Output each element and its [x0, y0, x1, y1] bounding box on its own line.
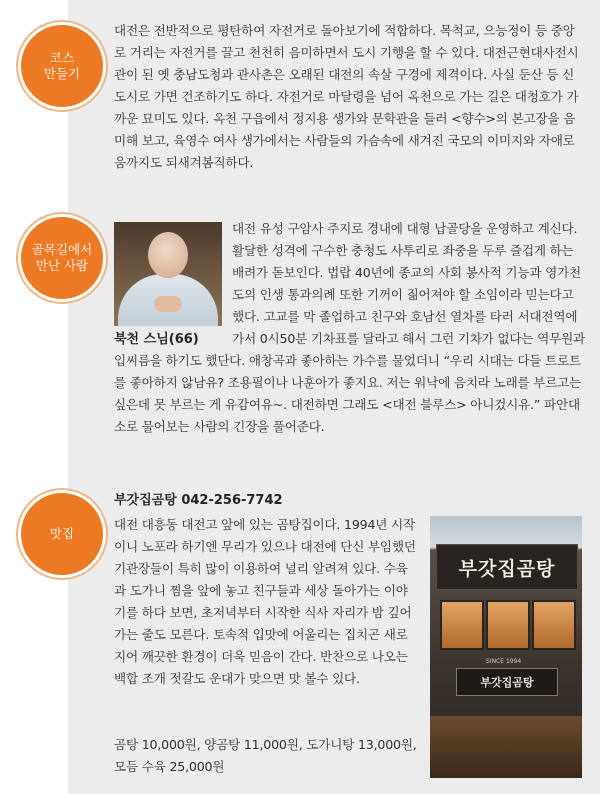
restaurant-title: 부갓집곰탕 042-256-7742 [114, 493, 283, 508]
restaurant-sign-top: 부갓집곰탕 [436, 544, 578, 590]
window-left [440, 600, 484, 650]
storefront-base [430, 716, 582, 778]
photo-spacer [114, 218, 232, 350]
restaurant-prices: 곰탕 10,000원, 양곰탕 11,000원, 도가니탕 13,000원, 모듬 수육 25,000원 [114, 737, 417, 774]
course-badge: 코스 만들기 [18, 22, 106, 110]
person-text [114, 218, 586, 438]
course-text: 대전은 전반적으로 평탄하여 자전거로 돌아보기에 적합하다. 목척교, 으능정이 등 중앙로 거리는 자전거를 끌고 천천히 음미하면서 도시 기행을 할 수 있다. 대전근현대사전시관이 된 옛 충남도청과 관사촌은 오래된 대전의 속살 구경에 제격이다. 사실 둔산 등 신도시로 가면 건조하기도 하다. 자전거로 마달령을 넘어 옥천으로 가는 길은 대청호가 가까운 묘미도 있다. 옥천 구읍에서 정지용 생가와 문학관을 들러 <향수>의 본고장을 음미해 보고, 육영수 여사 생가에서는 사람들의 가슴속에 새겨진 국모의 이미지와 자애로움까지도 되새겨봄직하다. [114, 23, 579, 170]
person-badge: 골목길에서 만난 사람 [18, 214, 106, 302]
restaurant-text: 대전 대흥동 대전고 앞에 있는 곰탕집이다. 1994년 시작이니 노포라 하기엔 무리가 있으나 대전에 단신 부임했던 기관장들이 특히 많이 이용하여 널리 알려져 있다. 수육과 도가니 찜을 앞에 놓고 친구들과 세상 돌아가는 이야기를 하다 보면, 초저녁부터 시작한 식사 자리가 밤 깊어 가는 줄도 모른다. 토속적 입맛에 어울리는 집치곤 새로 지어 깨끗한 환경이 더욱 믿음이 간다. 반찬으로 나오는 백합 조개 젓갈도 운대가 맞으면 맛 볼수 있다. [114, 517, 416, 686]
restaurant-sign-mid: 부갓집곰탕 [456, 668, 558, 696]
person-body: 대전 유성 구암사 주지로 경내에 대형 납골당을 운영하고 계신다. 활달한 성격에 구수한 충청도 사투리로 좌중을 두루 즐겁게 하는 배려가 돋보인다. 법랍 40년에 종교의 사회 봉사적 기능과 영가천도의 인생 통과의례 또한 기꺼이 짊어져야 할 소임이라 믿는다고 했다. 고교를 막 졸업하고 친구와 호남선 열차를 타러 서대전역에 가서 0시50분 기차표를 달라고 해서 그런 기차가 없다는 역무원과 입씨름을 하기도 했단다. 애창곡과 좋아하는 가수를 물었더니 “우리 시대는 다들 트로트를 좋아하지 않남유? 조용필이나 나훈아가 좋지요. 저는 워낙에 음치라 노래를 부르고는 싶은데 못 부르는 게 유감여유~. 대전하면 그래도 <대전 블루스> 아니겄시유.” 파안대소로 물어보는 사람의 긴장을 풀어준다. [114, 221, 586, 434]
sidebar [0, 0, 68, 794]
restaurant-photo [430, 516, 582, 778]
restaurant-since: SINCE 1994 [486, 658, 522, 665]
restaurant-badge: 맛집 [18, 490, 106, 578]
window-right [532, 600, 576, 650]
window-center [486, 600, 530, 650]
person-caption: 북천 스님(66) [114, 332, 199, 347]
